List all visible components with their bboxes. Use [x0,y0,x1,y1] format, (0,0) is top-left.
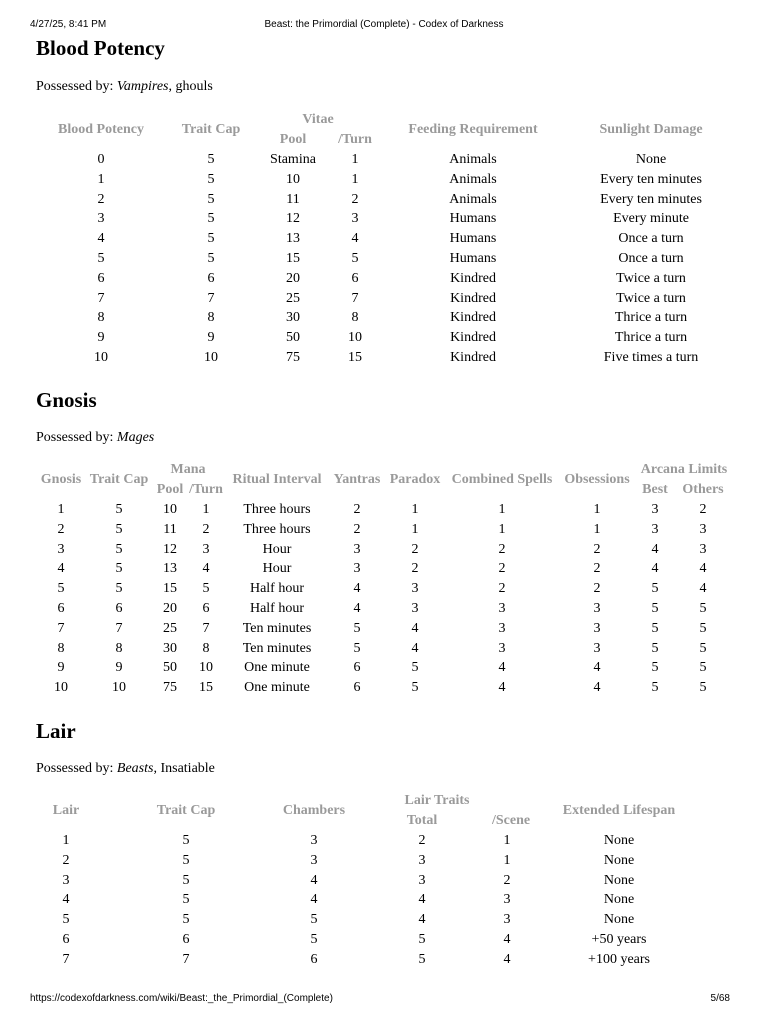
table-cell: 5 [207,191,215,207]
table-cell: 5 [182,872,190,888]
table-cell: 5 [207,231,215,247]
possessed-label: Possessed by: [36,761,117,776]
table-cell: Once a turn [618,231,684,247]
print-footer [30,993,738,1007]
table-cell: Every ten minutes [600,171,702,187]
table-cell: 5 [651,620,659,636]
col-header-trait-cap: Trait Cap [89,472,149,487]
table-cell: 2 [353,521,361,537]
table-cell: 20 [163,600,177,616]
col-header-pool: Pool [156,482,184,497]
table-cell: 3 [699,521,707,537]
table-cell: Ten minutes [242,620,312,636]
table-cell: 2 [418,833,426,848]
table-cell: 1 [498,521,506,537]
table-cell: 8 [97,310,105,326]
table-cell: 4 [593,660,601,676]
table-cell: 5 [115,502,123,517]
table-cell: 2 [411,541,419,557]
table-cell: 1 [351,152,359,167]
table-cell: 3 [651,521,659,537]
table-cell: 5 [115,541,123,557]
table-cell: Animals [449,152,497,167]
lair-table [36,791,716,970]
table-cell: 3 [97,211,105,227]
table-cell: 3 [498,640,506,656]
table-cell: Kindred [450,310,496,326]
table-cell: 3 [310,833,318,848]
table-cell: 3 [353,541,361,557]
table-cell: 5 [202,581,210,597]
col-header-blood-potency: Blood Potency [58,122,144,137]
col-header-others: Others [682,482,724,497]
table-cell: 1 [498,502,506,517]
col-header-turn: /Turn [338,132,372,147]
table-cell: 2 [593,541,601,557]
table-cell: 9 [97,330,105,346]
table-cell: 6 [310,951,318,967]
table-cell: 3 [699,541,707,557]
table-cell: Humans [449,250,497,266]
possessed-by-gnosis [36,429,154,446]
table-cell: 4 [498,680,506,696]
table-cell: +50 years [591,931,647,947]
table-cell: 20 [286,270,300,286]
table-row [36,328,736,348]
table-cell: 2 [593,561,601,577]
table-cell: 3 [418,872,426,888]
table-cell: 5 [182,852,190,868]
col-header-sunlight-damage: Sunlight Damage [599,122,703,137]
possessed-rest: , ghouls [168,79,213,94]
table-cell: Once a turn [618,250,684,266]
table-cell: 9 [115,660,123,676]
table-cell: 4 [353,600,361,616]
table-cell: 4 [351,231,359,247]
table-cell: 3 [418,852,426,868]
table-cell: 5 [57,581,65,597]
table-cell: 4 [62,892,70,908]
table-cell: 5 [351,250,359,266]
col-header-feeding-requirement: Feeding Requirement [408,122,538,137]
possessed-rest: , Insatiable [153,761,215,776]
table-cell: 5 [418,951,426,967]
table-cell: 25 [163,620,177,636]
table-cell: 1 [351,171,359,187]
table-cell: 7 [202,620,210,636]
table-cell: 5 [62,912,70,928]
col-header-ritual-interval: Ritual Interval [232,472,322,487]
table-cell: 4 [699,581,707,597]
col-header-total: Total [406,813,438,828]
table-cell: 4 [418,892,426,908]
table-cell: 2 [498,581,506,597]
table-cell: 3 [351,211,359,227]
col-header-chambers: Chambers [282,803,346,818]
table-cell: 3 [498,620,506,636]
table-cell: 5 [115,581,123,597]
table-cell: 6 [202,600,210,616]
table-cell: 13 [163,561,177,577]
table-cell: 4 [353,581,361,597]
table-cell: 12 [163,541,177,557]
table-cell: Three hours [243,502,311,517]
section-title-lair: Lair [36,719,76,743]
table-cell: 5 [207,152,215,167]
section-title-gnosis: Gnosis [36,388,97,412]
table-cell: 7 [182,951,190,967]
table-cell: 25 [286,290,300,306]
table-cell: 3 [62,872,70,888]
table-cell: 2 [57,521,65,537]
col-header-scene: /Scene [492,813,531,828]
table-cell: 1 [57,502,65,517]
table-cell: Half hour [249,600,305,616]
table-cell: 4 [651,561,659,577]
col-header-paradox: Paradox [389,472,441,487]
table-cell: Humans [449,211,497,227]
table-cell: 3 [503,912,511,928]
table-cell: 50 [163,660,177,676]
table-row [36,540,732,560]
table-row [36,500,732,520]
table-row [36,890,716,910]
page-url: https://codexofdarkness.com/wiki/Beast:_the_Primordial_(Complete) [30,993,333,1004]
print-date: 4/27/25, 8:41 PM [30,19,107,30]
table-cell: Three hours [243,521,311,537]
table-cell: 3 [593,600,601,616]
table-cell: 5 [115,521,123,537]
table-cell: Animals [449,191,497,207]
table-cell: 3 [202,541,210,557]
table-cell: 5 [207,250,215,266]
table-cell: 4 [503,931,511,947]
table-cell: 2 [97,191,105,207]
table-cell: 2 [351,191,359,207]
possessed-label: Possessed by: [36,79,117,94]
col-header-trait-cap: Trait Cap [156,803,216,818]
table-cell: 2 [593,581,601,597]
col-header-extended-lifespan: Extended Lifespan [562,803,676,818]
table-cell: Hour [262,541,292,557]
table-cell: 10 [286,171,300,187]
gnosis-table [36,460,732,698]
table-cell: Every minute [613,211,689,227]
table-cell: 3 [498,600,506,616]
table-cell: None [603,892,635,908]
table-cell: 5 [411,660,419,676]
table-cell: 4 [503,951,511,967]
table-row [36,678,732,698]
table-cell: 4 [593,680,601,696]
table-row [36,190,736,210]
section-title-blood-potency: Blood Potency [36,36,165,60]
table-cell: 2 [411,561,419,577]
table-cell: 4 [498,660,506,676]
col-header-obsessions: Obsessions [564,472,630,487]
table-cell: 6 [115,600,123,616]
table-cell: 10 [54,680,68,696]
table-cell: One minute [244,660,310,676]
table-cell: 5 [182,892,190,908]
col-header-combined-spells: Combined Spells [451,472,553,487]
col-header-yantras: Yantras [333,472,381,487]
table-cell: 7 [57,620,65,636]
table-cell: 15 [286,250,300,266]
table-cell: 5 [97,250,105,266]
col-header-pool: Pool [279,132,307,147]
table-cell: Animals [449,171,497,187]
table-cell: +100 years [588,951,650,967]
table-row [36,308,736,328]
table-cell: 6 [207,270,215,286]
table-cell: 1 [503,833,511,848]
table-cell: 11 [286,191,300,207]
table-cell: 5 [699,620,707,636]
table-cell: 3 [353,561,361,577]
table-row [36,619,732,639]
table-cell: 5 [651,680,659,696]
table-cell: 1 [202,502,210,517]
table-cell: 7 [207,290,215,306]
table-cell: Hour [262,561,292,577]
table-cell: None [603,872,635,888]
col-header-trait-cap: Trait Cap [181,122,241,137]
table-cell: 4 [57,561,65,577]
table-row [36,910,716,930]
table-cell: 30 [163,640,177,656]
table-cell: 3 [411,600,419,616]
table-cell: 2 [699,502,707,517]
table-cell: 1 [593,521,601,537]
table-cell: 1 [503,852,511,868]
table-row [36,170,736,190]
table-cell: 5 [651,600,659,616]
table-cell: 10 [348,330,362,346]
table-cell: 15 [199,680,213,696]
table-cell: 8 [115,640,123,656]
table-cell: 4 [97,231,105,247]
table-cell: 30 [286,310,300,326]
table-cell: Kindred [450,330,496,346]
table-cell: 3 [310,852,318,868]
table-cell: 8 [57,640,65,656]
table-cell: 6 [97,270,105,286]
table-cell: 5 [182,833,190,848]
table-row [36,289,736,309]
table-cell: Five times a turn [603,349,699,365]
table-cell: 1 [411,502,419,517]
table-cell: 5 [699,600,707,616]
table-cell: 5 [353,640,361,656]
table-cell: 2 [202,521,210,537]
possessed-italic: Vampires [116,79,169,94]
table-cell: 5 [699,640,707,656]
table-cell: 7 [97,290,105,306]
col-header-gnosis: Gnosis [40,472,82,487]
table-cell: 5 [310,912,318,928]
table-cell: Half hour [249,581,305,597]
table-cell: 5 [651,640,659,656]
table-cell: 2 [498,541,506,557]
blood-potency-table [36,110,736,368]
table-cell: 3 [651,502,659,517]
possessed-label: Possessed by: [36,430,117,445]
table-cell: 12 [286,211,300,227]
table-cell: Ten minutes [242,640,312,656]
table-cell: 4 [202,561,210,577]
col-header-arcana-limits: Arcana Limits [640,462,728,477]
table-cell: 3 [411,581,419,597]
col-header-turn: /Turn [189,482,223,497]
table-cell: 1 [62,833,70,848]
table-cell: 2 [503,872,511,888]
document-title: Beast: the Primordial (Complete) - Codex of Darkness [264,19,504,30]
table-cell: 5 [310,931,318,947]
table-cell: Thrice a turn [614,310,688,326]
table-cell: 4 [651,541,659,557]
table-cell: None [603,852,635,868]
table-cell: 4 [411,620,419,636]
table-cell: 5 [207,211,215,227]
table-cell: 5 [699,680,707,696]
col-header-best: Best [642,482,668,497]
table-cell: 8 [202,640,210,656]
table-cell: 5 [353,620,361,636]
table-row [36,599,732,619]
table-cell: 2 [498,561,506,577]
table-cell: 6 [62,931,70,947]
table-cell: 1 [97,171,105,187]
table-row [36,871,716,891]
table-cell: Twice a turn [616,270,686,286]
table-row [36,249,736,269]
table-cell: 10 [204,349,218,365]
table-cell: Humans [449,231,497,247]
table-row [36,658,732,678]
table-row [36,229,736,249]
table-cell: One minute [244,680,310,696]
table-cell: 6 [57,600,65,616]
table-cell: 4 [699,561,707,577]
table-cell: 9 [207,330,215,346]
table-cell: 4 [418,912,426,928]
table-cell: 5 [115,561,123,577]
table-cell: Thrice a turn [614,330,688,346]
print-header [30,19,738,33]
table-cell: 7 [62,951,70,967]
table-cell: 10 [112,680,126,696]
table-cell: 4 [411,640,419,656]
col-header-mana: Mana [170,462,206,477]
col-header-lair-traits: Lair Traits [404,793,470,808]
table-cell: 10 [163,502,177,517]
table-row [36,639,732,659]
table-cell: None [635,152,667,167]
table-cell: 15 [348,349,362,365]
table-row [36,520,732,540]
table-cell: Stamina [270,152,316,167]
table-cell: 6 [353,680,361,696]
table-cell: 11 [163,521,177,537]
table-cell: Kindred [450,349,496,365]
table-cell: 3 [57,541,65,557]
table-cell: 5 [651,660,659,676]
table-cell: None [603,833,635,848]
table-cell: 50 [286,330,300,346]
possessed-italic: Beasts [116,761,154,776]
table-cell: Every ten minutes [600,191,702,207]
table-row [36,559,732,579]
table-cell: 3 [503,892,511,908]
table-cell: 7 [115,620,123,636]
table-cell: 9 [57,660,65,676]
table-cell: None [603,912,635,928]
table-cell: 7 [351,290,359,306]
table-cell: 4 [310,872,318,888]
table-row [36,209,736,229]
table-cell: 1 [593,502,601,517]
table-cell: 13 [286,231,300,247]
table-cell: 2 [353,502,361,517]
table-cell: Kindred [450,290,496,306]
table-cell: 8 [351,310,359,326]
table-row [36,831,716,851]
table-cell: 2 [62,852,70,868]
possessed-italic: Mages [116,430,155,445]
table-row [36,269,736,289]
table-cell: 75 [163,680,177,696]
table-cell: 5 [411,680,419,696]
col-header-vitae: Vitae [302,112,334,127]
table-row [36,579,732,599]
table-cell: 6 [351,270,359,286]
table-cell: 5 [418,931,426,947]
table-cell: 10 [94,349,108,365]
table-cell: 8 [207,310,215,326]
table-row [36,930,716,950]
table-cell: 10 [199,660,213,676]
page-number: 5/68 [710,993,730,1004]
table-cell: 75 [286,349,300,365]
col-header-lair: Lair [52,803,80,818]
table-cell: 3 [593,620,601,636]
table-cell: 6 [182,931,190,947]
table-row [36,150,736,170]
table-cell: Twice a turn [616,290,686,306]
table-cell: 5 [182,912,190,928]
table-cell: 3 [593,640,601,656]
table-cell: 5 [699,660,707,676]
table-cell: Kindred [450,270,496,286]
table-cell: 5 [207,171,215,187]
table-cell: 1 [411,521,419,537]
table-row [36,950,716,970]
table-row [36,851,716,871]
possessed-by-blood-potency [36,78,213,95]
table-cell: 0 [97,152,105,167]
table-row [36,348,736,368]
table-cell: 15 [163,581,177,597]
table-cell: 5 [651,581,659,597]
table-cell: 6 [353,660,361,676]
table-cell: 4 [310,892,318,908]
possessed-by-lair [36,760,215,777]
